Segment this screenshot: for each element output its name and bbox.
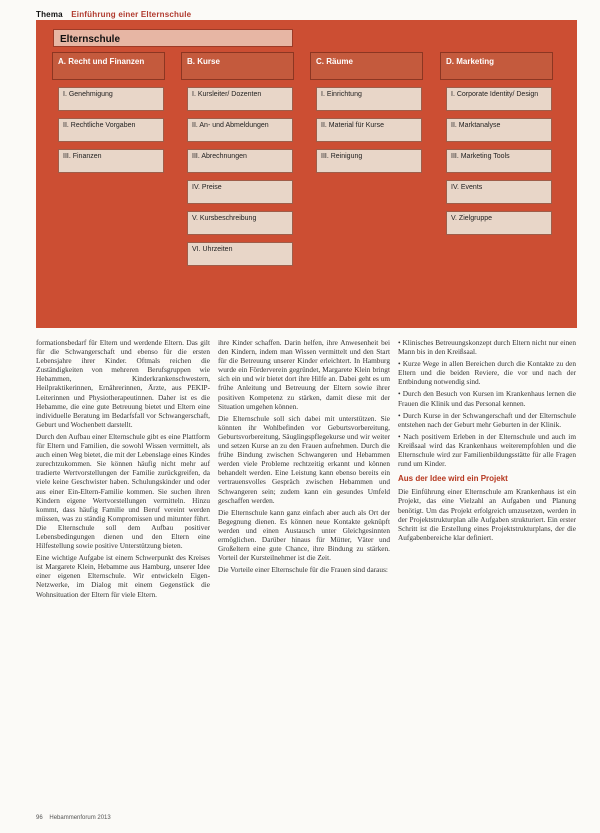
section-heading: Aus der Idee wird ein Projekt — [398, 474, 508, 484]
chart-item: II. Rechtliche Vorgaben — [58, 118, 164, 142]
column-head: D. Marketing — [440, 52, 553, 80]
column-kurse — [181, 52, 294, 266]
chart-title: Elternschule — [53, 29, 293, 47]
chart-item: V. Kursbeschreibung — [187, 211, 293, 235]
paragraph: Eine wichtige Aufgabe ist einem Schwerpunkt des Kreises ist Margarete Klein, Hebamme aus Hamburg, unserer Idee einer eigenen Elternschule. Wir entwickeln Eigen-Netzwerke, im Dialog mit einem Gegenstück die Wohnsituation der Eltern für viele Eltern. — [36, 553, 210, 599]
chart-item: II. Material für Kurse — [316, 118, 422, 142]
bullet-item: • Klinisches Betreuungskonzept durch Eltern nicht nur einen Mann bis in den Kreißsaal. — [398, 338, 576, 357]
paragraph: formationsbedarf für Eltern und werdende Eltern. Das gilt für die Schwangerschaft und ebenso für die ersten Lebensjahre ihrer Kinder. Oftmals reichen die Zuständigkeiten von mehreren Berufsgruppen wie Hebammen, Kinderkrankenschwestern, Heilpraktikerinnen, Ernährerinnen, Ärzte, aus PEKIP-Leiterinnen und Physiotherapeutinnen. Daher ist es die Hebamme, die eine gute Betreuung bietet und Eltern eine individuelle Beratung im Bedarfsfall vor Schwangerschaft, Geburt und Wochenbett darstellt. — [36, 338, 210, 429]
column-head: B. Kurse — [181, 52, 294, 80]
chart-item: III. Abrechnungen — [187, 149, 293, 173]
column-head: A. Recht und Finanzen — [52, 52, 165, 80]
column-recht — [52, 52, 165, 173]
bullet-item: • Nach positivem Erleben in der Elternschule und auch im Kreißsaal wird das Krankenhaus weiterempfohlen und die Elternschule wird zur Familienbildungsstätte für alle Fragen rund um Kinder. — [398, 431, 576, 469]
section-subtitle: Einführung einer Elternschule — [71, 10, 192, 19]
section-label: Thema — [36, 10, 63, 19]
chart-item: VI. Uhrzeiten — [187, 242, 293, 266]
journal-name: Hebammenforum 2013 — [49, 815, 111, 821]
paragraph: ihre Kinder schaffen. Darin helfen, ihre Anwesenheit bei den Kindern, indem man Wissen vermittelt und den Start für die Betreuung unserer Kinder erleichtert. In Hamburg wurde ein Förderverein gegründet, Margarete Klein bringt sich ein und wir bietet dort ihre Hilfe an. Dabei geht es um frühe Anleitung und Betreuung der Eltern sowie ihrer positiven Kompetenz zu stärken, damit diese mit der Situation umgehen können. — [218, 338, 390, 411]
column-head: C. Räume — [310, 52, 423, 80]
bullet-item: • Kurze Wege in allen Bereichen durch die Kontakte zu den Eltern und die beiden Reviere, die vor und nach der Entbindung notwendig sind. — [398, 359, 576, 387]
org-chart — [36, 20, 577, 328]
chart-item: I. Kursleiter/ Dozenten — [187, 87, 293, 111]
chart-item: IV. Preise — [187, 180, 293, 204]
chart-item: I. Einrichtung — [316, 87, 422, 111]
chart-item: I. Genehmigung — [58, 87, 164, 111]
column-marketing — [440, 52, 553, 235]
bullet-item: • Durch den Besuch von Kursen im Krankenhaus lernen die Frauen die Klinik und das Personal kennen. — [398, 389, 576, 408]
paragraph: Die Elternschule kann ganz einfach aber auch als Ort der Begegnung dienen. Es können neue Kontakte geknüpft werden und einen Austausch unter Gleichgesinnten ermöglichen. Darüber hinaus für Mütter, Väter und Großeltern eine gute Chance, ihre Bindung zu stärken. Vorteil der Kursteilnehmer ist die Zeit. — [218, 507, 390, 563]
paragraph: Durch den Aufbau einer Elternschule gibt es eine Plattform für Eltern und Familien, die sowohl Wissen vermittelt, als auch einen Weg bietet, die mit der Lebenslage eines Kindes zurechtzukommen. Sie können häufig nicht mehr auf tradierte Wertvorstellungen der Familie zurückgreifen, da viele keine Geschwister haben. Schulungskinder und oder aus einer Ein-Eltern-Familie kommen. Sie suchen ihren Kindern eigene Wertvorstellungen vermitteln. Hinzu kommt, dass häufig Familie und Beruf vereint werden müssen, was zu ständig Kompromissen und mitunter führt. Die Elternschule soll dem Aufbau positiver Lebensbedingungen dienen und den Eltern eine Hilfestellung sowie positive Unterstützung bieten. — [36, 431, 210, 551]
paragraph: Die Vorteile einer Elternschule für die Frauen sind daraus: — [218, 565, 388, 575]
chart-item: I. Corporate Identity/ Design — [446, 87, 552, 111]
page-number: 96 — [36, 815, 43, 821]
text-column-3 — [398, 338, 576, 545]
paragraph: Die Einführung einer Elternschule am Krankenhaus ist ein Projekt, das eine Vielzahl an Aufgaben und Planung benötigt. Um das Projekt erfolgreich umzusetzen, werden in der Projektstrukturplan alle Aufgaben strukturiert. Ein erster Schritt ist die Erstellung eines Projektstrukturplans, der die Aufgabenbereiche klar definiert. — [398, 487, 576, 542]
chart-item: II. An- und Abmeldungen — [187, 118, 293, 142]
column-raeume — [310, 52, 423, 173]
chart-item: V. Zielgruppe — [446, 211, 552, 235]
chart-item: III. Marketing Tools — [446, 149, 552, 173]
bullet-item: • Durch Kurse in der Schwangerschaft und der Elternschule entstehen nach der Geburt mehr Geburten in der Klinik. — [398, 410, 576, 429]
text-column-1 — [36, 338, 210, 602]
chart-item: III. Reinigung — [316, 149, 422, 173]
chart-item: III. Finanzen — [58, 149, 164, 173]
chart-item: IV. Events — [446, 180, 552, 204]
chart-columns — [52, 52, 560, 304]
page-header — [36, 10, 191, 19]
page-footer — [36, 815, 111, 821]
chart-item: II. Marktanalyse — [446, 118, 552, 142]
paragraph: Die Elternschule soll sich dabei mit unterstützen. Sie könnten ihr Wohlbefinden vor Geburtsvorbereitung, Geburtsvorbereitung, Säuglingspflegekurse und wir weiter und setzen Kurse an zu den Frauen aufnehmen. Durch die frühe Bindung zwischen Schwangeren und Hebammen werden viele Probleme rechtzeitig erkannt und können behandelt werden. Eine Leistung kann ebenso bereits ein vertrauensvolles Gespräch zwischen Hebammen und Schwangeren sein; zudem kann ein gesundes Umfeld geschaffen werden. — [218, 413, 390, 505]
text-column-2 — [218, 338, 390, 577]
